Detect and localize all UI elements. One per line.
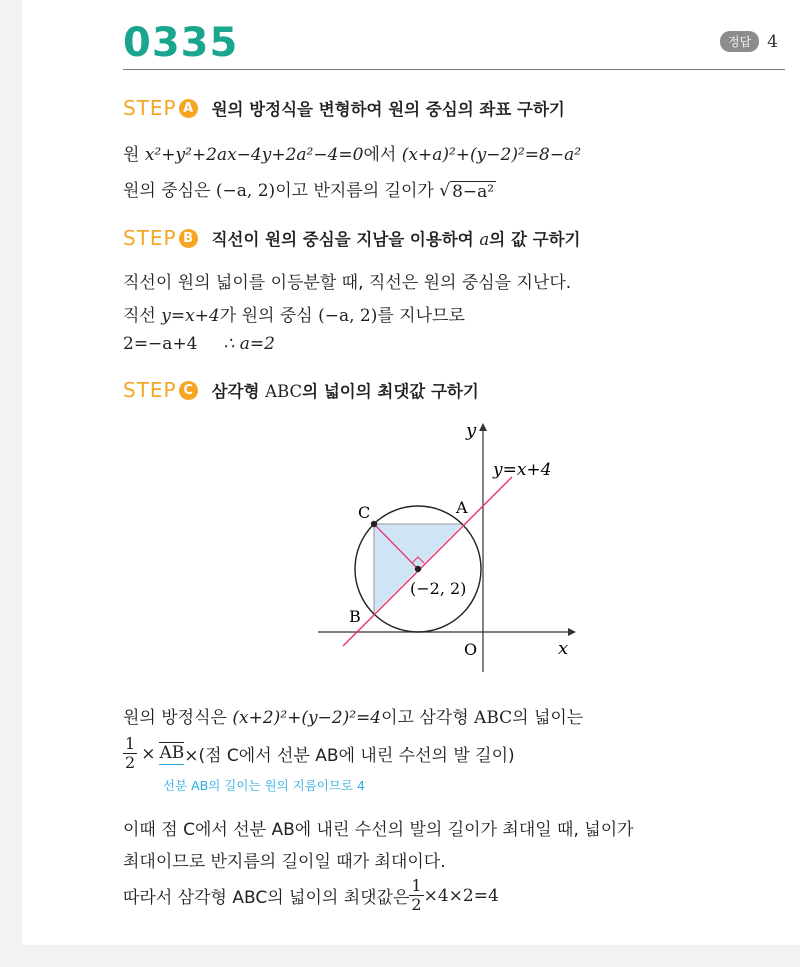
center-coords: (−a, 2) — [318, 306, 378, 326]
center-coords: (−a, 2) — [215, 181, 276, 201]
equation: 2=−a+4 — [123, 334, 198, 354]
equation-general: x²+y²+2ax−4y+2a²−4=0 — [144, 145, 364, 165]
fraction-denominator: 2 — [125, 753, 136, 772]
answer-box — [720, 31, 778, 52]
step-word: STEP — [123, 226, 177, 250]
line-equation: y=x+4 — [161, 306, 220, 326]
answer-badge: 정답 — [720, 31, 759, 52]
step-title — [212, 378, 479, 402]
header-divider — [123, 69, 785, 70]
text: 이고 반지름의 길이가 — [275, 181, 440, 201]
text: 따라서 삼각형 ABC의 넓이의 최댓값은 — [123, 888, 410, 908]
times-sign: × — [141, 743, 156, 764]
origin-label: O — [464, 640, 478, 659]
step-letter-badge: C — [179, 381, 198, 400]
final-computation: ×4×2=4 — [423, 885, 499, 906]
y-axis-arrow — [479, 423, 487, 431]
step-b-header — [123, 226, 580, 250]
fraction-denominator: 2 — [411, 895, 422, 914]
circle-diagram — [300, 412, 600, 672]
step-b-line-3 — [123, 334, 275, 354]
step-letter-badge: A — [179, 99, 198, 118]
step-c-line-2 — [123, 735, 515, 772]
text: 직선 — [123, 306, 162, 326]
step-word: STEP — [123, 96, 177, 120]
text: 원 — [123, 145, 145, 165]
text: 삼각형 — [211, 382, 266, 401]
x-axis-label: x — [558, 638, 569, 659]
text: 직선이 원의 중심을 지남을 이용하여 — [211, 230, 480, 249]
triangle-name: ABC — [474, 708, 513, 728]
fraction-numerator: 1 — [411, 876, 422, 895]
annotation-note: 선분 AB의 길이는 원의 지름이므로 4 — [163, 778, 365, 793]
answer-value: 4 — [767, 31, 778, 52]
step-c-line-5 — [123, 877, 499, 914]
step-a-header — [123, 96, 565, 120]
triangle-name: ABC — [265, 382, 303, 401]
text: ×(점 C에서 선분 AB에 내린 수선의 발 길이) — [184, 746, 515, 766]
problem-number: 0335 — [123, 20, 239, 66]
fraction-numerator: 1 — [125, 734, 136, 753]
step-c-header — [123, 378, 479, 402]
text: 에서 — [363, 145, 402, 165]
sqrt-radius — [439, 181, 496, 202]
step-b-line-1: 직선이 원의 넓이를 이등분할 때, 직선은 원의 중심을 지난다. — [123, 273, 572, 293]
text: 가 원의 중심 — [219, 306, 319, 326]
variable: a — [479, 230, 490, 249]
center-label: (−2, 2) — [410, 579, 467, 598]
text: 이고 삼각형 — [381, 708, 475, 728]
text: 의 값 구하기 — [489, 230, 581, 249]
step-b-line-2 — [123, 301, 465, 326]
segment-ab: AB — [159, 743, 185, 763]
step-c-line-1 — [123, 703, 583, 728]
bottom-margin-strip — [0, 945, 800, 967]
conclusion: ∴ a=2 — [223, 334, 275, 354]
y-axis-label: y — [466, 420, 477, 441]
point-c-dot — [371, 521, 377, 527]
center-dot — [415, 566, 421, 572]
step-title: 원의 방정식을 변형하여 원의 중심의 좌표 구하기 — [211, 100, 565, 119]
left-margin-strip — [0, 0, 22, 967]
sqrt-sign: √ — [439, 181, 451, 201]
x-axis-arrow — [568, 628, 576, 636]
text: 의 넓이의 최댓값 구하기 — [302, 382, 479, 401]
step-letter-badge: B — [179, 229, 198, 248]
step-title — [212, 226, 581, 250]
fraction-half — [409, 877, 423, 914]
fraction-half — [123, 735, 137, 772]
text: 를 지나므로 — [377, 306, 465, 326]
step-word: STEP — [123, 378, 177, 402]
text: 의 넓이는 — [512, 708, 584, 728]
equation-standard: (x+a)²+(y−2)²=8−a² — [401, 145, 582, 165]
point-b-label: B — [349, 607, 361, 626]
point-a-label: A — [456, 498, 468, 517]
circle-equation: (x+2)²+(y−2)²=4 — [232, 708, 382, 728]
line-label: y=x+4 — [493, 460, 552, 480]
step-c-line-4: 최대이므로 반지름의 길이일 때가 최대이다. — [123, 852, 446, 872]
step-c-line-3: 이때 점 C에서 선분 AB에 내린 수선의 발의 길이가 최대일 때, 넓이가 — [123, 820, 634, 840]
step-a-line-2 — [123, 176, 496, 202]
point-c-label: C — [358, 503, 371, 522]
text: 원의 중심은 — [123, 181, 216, 201]
text: 원의 방정식은 — [123, 708, 233, 728]
step-a-line-1 — [123, 140, 581, 165]
radicand: 8−a² — [452, 182, 495, 202]
